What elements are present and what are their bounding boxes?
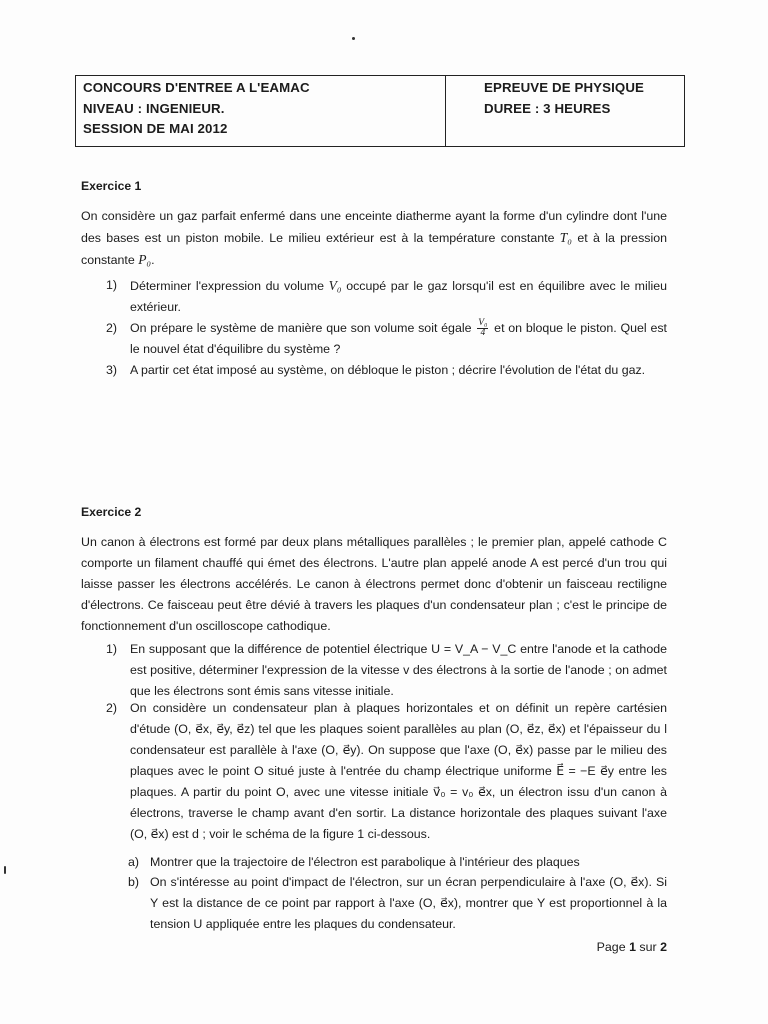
- question-text: occupé par le gaz lorsqu'il est en équilibre avec le milieu extérieur.: [130, 279, 667, 314]
- symbol-T0: T₀: [559, 230, 572, 245]
- header-left: [83, 78, 310, 140]
- subitem-letter: b): [128, 875, 140, 889]
- header-right: [484, 78, 644, 119]
- exercise-1-question-1: [130, 275, 667, 318]
- symbol-P0: P₀: [138, 252, 152, 267]
- header-contest: CONCOURS D'ENTREE A L'EAMAC: [83, 80, 310, 95]
- exercise-2-question-2b: On s'intéresse au point d'impact de l'électron, sur un écran perpendiculaire à l'axe (O, e⃗x). Si Y est la distance de ce point par rapport à l'axe (O, e⃗x), montrer que Y est proportionnel à la tension U appliquée entre les plaques du condensateur.: [150, 875, 667, 931]
- intro-text: et à la pression constante: [81, 231, 667, 267]
- item-number: 2): [106, 701, 118, 715]
- question-text: Déterminer l'expression du volume: [130, 279, 324, 293]
- header-divider: [445, 76, 446, 146]
- exercise-1-question-2: [130, 318, 667, 360]
- header-session: SESSION DE MAI 2012: [83, 121, 228, 136]
- subitem-letter: a): [128, 855, 140, 869]
- current-page: 1: [629, 940, 636, 954]
- exercise-1-title: Exercice 1: [81, 179, 142, 193]
- fraction-V0-over-4: [477, 319, 488, 338]
- intro-text: On considère un gaz parfait enfermé dans une enceinte diatherme ayant la forme d'un cylindre dont l'une des bases est un piston mobile. Le milieu extérieur est à la température constante: [81, 209, 667, 245]
- exercise-1-intro: On considère un gaz parfait enfermé dans une enceinte diatherme ayant la forme d'un cylindre dont l'une des bases est un piston mobile. Le milieu extérieur est à la température constante T₀ et à la pression constante P₀.: [81, 209, 667, 267]
- exercise-2-intro: Un canon à électrons est formé par deux plans métalliques parallèles ; le premier plan, appelé cathode C comporte un filament chauffé qui émet des électrons. L'autre plan appelé anode A est percé d'un trou qui laisse passer les électrons accélérés. Le canon à électrons permet donc d'obtenir un faisceau rectiligne d'électrons. Ce faisceau peut être dévié à travers les plaques d'un condensateur plan ; c'est le principe de fonctionnement d'un oscilloscope cathodique.: [81, 535, 667, 633]
- exercise-2-question-2a: Montrer que la trajectoire de l'électron est parabolique à l'intérieur des plaques: [150, 855, 580, 869]
- item-number: 2): [106, 321, 118, 335]
- header-duration: DUREE : 3 HEURES: [484, 100, 611, 116]
- scan-speck: [352, 37, 355, 40]
- exam-header: [75, 75, 685, 147]
- exercise-1-question-3: A partir cet état imposé au système, on débloque le piston ; décrire l'évolution de l'état du gaz.: [130, 363, 646, 377]
- symbol-V0: V₀: [328, 278, 342, 293]
- question-text: On prépare le système de manière que son volume soit égale: [130, 321, 472, 335]
- total-pages: 2: [660, 940, 667, 954]
- header-level: NIVEAU : INGENIEUR.: [83, 100, 225, 116]
- item-number: 1): [106, 278, 118, 292]
- exercise-2-question-2: On considère un condensateur plan à plaques horizontales et on définit un repère cartésien d'étude (O, e⃗x, e⃗y, e⃗z) tel que les plaques soient parallèles au plan (O, e⃗z, e⃗x) et l'épaisseur du l condensateur est parallèle à l'axe (O, e⃗y). On suppose que l'axe (O, e⃗x) passe par le milieu des plaques avec le point O situé juste à l'entrée du champ électrique uniforme E⃗ = −E e⃗y entre les plaques. A partir du point O, avec une vitesse initiale v⃗₀ = v₀ e⃗x, un électron issu d'un canon à électrons, traverse le champ avant d'en sortir. La distance horizontale des plaques suivant l'axe (O, e⃗x) est d ; voir le schéma de la figure 1 ci-dessous.: [130, 701, 667, 841]
- page-number: [597, 940, 667, 954]
- scan-speck: [4, 866, 6, 874]
- exercise-2-question-1: En supposant que la différence de potentiel électrique U = V_A − V_C entre l'anode et la cathode est positive, déterminer l'expression de la vitesse v des électrons à la sortie de l'anode ; on admet que les électrons sont émis sans vitesse initiale.: [130, 642, 667, 698]
- page-of-label: sur: [639, 940, 657, 954]
- exercise-2-title: Exercice 2: [81, 505, 142, 519]
- fraction-numerator: V₀: [478, 318, 488, 329]
- question-text: et on bloque le piston. Quel est le nouvel état d'équilibre du système ?: [130, 321, 667, 356]
- item-number: 3): [106, 363, 118, 377]
- item-number: 1): [106, 642, 118, 656]
- page-label: Page: [596, 940, 626, 954]
- header-subject: EPREUVE DE PHYSIQUE: [484, 80, 645, 95]
- fraction-denominator: 4: [480, 328, 486, 339]
